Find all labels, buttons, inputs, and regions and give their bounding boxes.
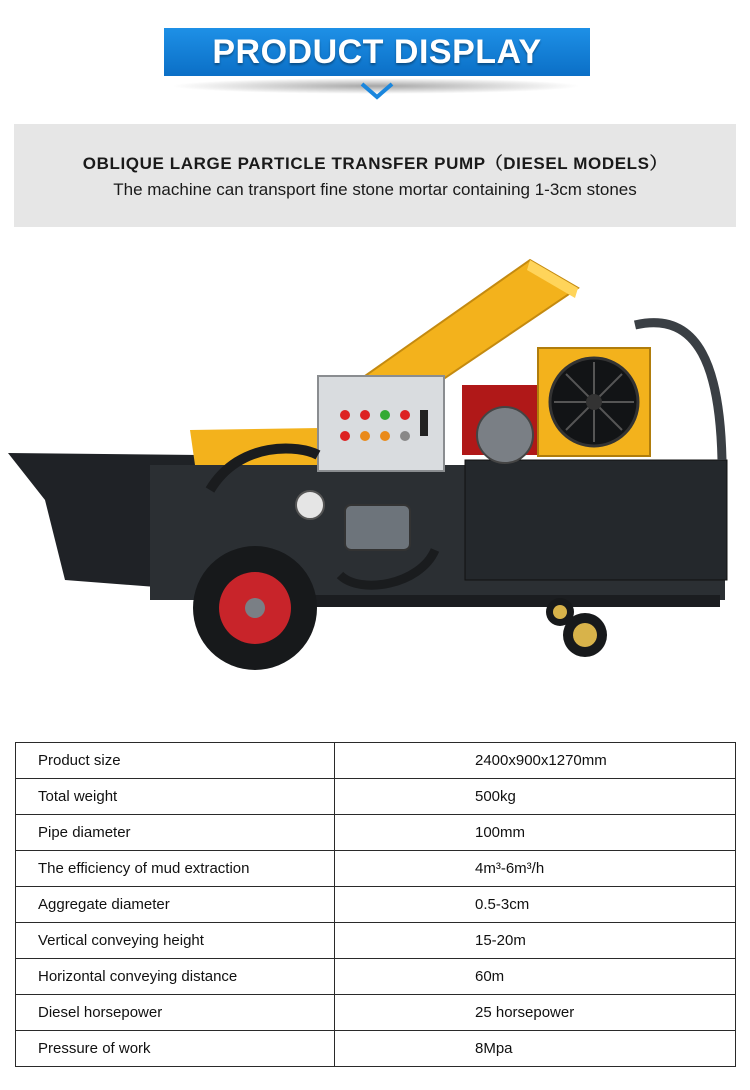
spec-value: 15-20m [335,923,736,959]
table-row [16,923,736,959]
spec-value: 8Mpa [335,1031,736,1067]
table-row [16,815,736,851]
product-title: OBLIQUE LARGE PARTICLE TRANSFER PUMP（DIESEL MODELS） [82,154,668,173]
spec-label: Pipe diameter [16,815,335,851]
spec-value: 500kg [335,779,736,815]
chevron-down-icon [360,82,394,100]
table-row [16,743,736,779]
spec-label: Aggregate diameter [16,887,335,923]
spec-label: Horizontal conveying distance [16,959,335,995]
section-banner [164,28,590,106]
table-row [16,1031,736,1067]
spec-value: 25 horsepower [335,995,736,1031]
spec-label: Total weight [16,779,335,815]
table-row [16,959,736,995]
spec-value: 60m [335,959,736,995]
table-row [16,887,736,923]
spec-value: 100mm [335,815,736,851]
spec-value: 2400x900x1270mm [335,743,736,779]
spec-label: Diesel horsepower [16,995,335,1031]
specs-table [15,742,736,1067]
table-row [16,851,736,887]
spec-value: 0.5-3cm [335,887,736,923]
spec-label: Product size [16,743,335,779]
spec-label: The efficiency of mud extraction [16,851,335,887]
table-row [16,995,736,1031]
banner-title: PRODUCT DISPLAY [164,28,590,76]
product-header [14,124,736,227]
product-photo [0,250,750,680]
spec-label: Pressure of work [16,1031,335,1067]
table-row [16,779,736,815]
spec-label: Vertical conveying height [16,923,335,959]
product-subtitle: The machine can transport fine stone mortar containing 1-3cm stones [113,180,637,199]
spec-value: 4m³-6m³/h [335,851,736,887]
